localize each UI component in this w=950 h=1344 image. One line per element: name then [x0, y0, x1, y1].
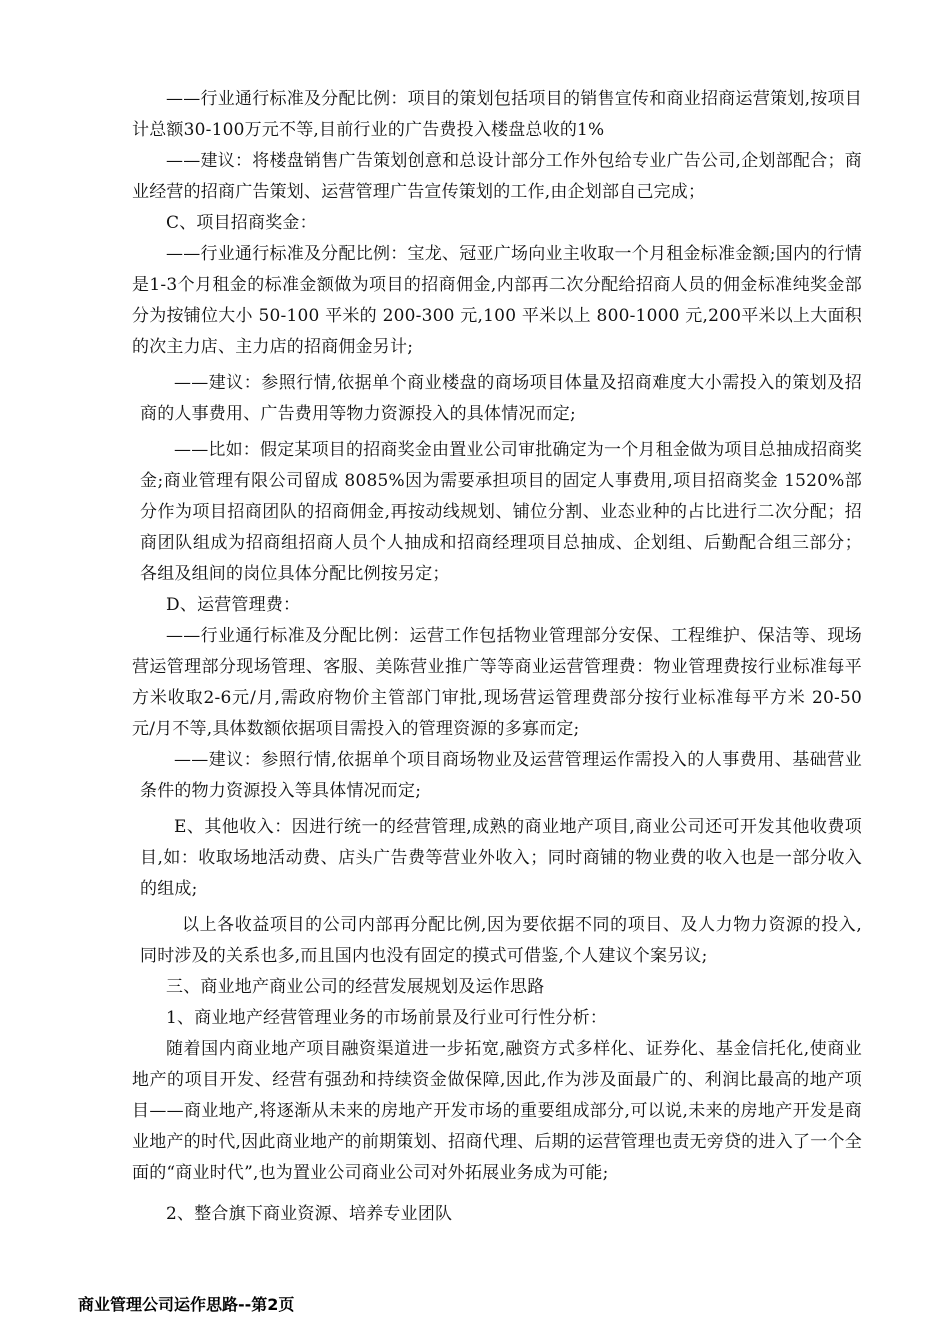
- page-footer: 商业管理公司运作思路--第2页: [78, 1295, 295, 1314]
- paragraph-market-analysis: 随着国内商业地产项目融资渠道进一步拓宽,融资方式多样化、证券化、基金信托化,使商业地产的项目开发、经营有强劲和持续资金做保障,因此,作为涉及面最广的、利润比最高的地产项目——商业地产,将逐渐从未来的房地产开发市场的重要组成部分,可以说,未来的房地产开发是商业地产的时代,因此商业地产的前期策划、招商代理、后期的运营管理也责无旁贷的进入了一个全面的“商业时代”,也为置业公司商业公司对外拓展业务成为可能;: [132, 1039, 862, 1183]
- paragraph-other-income: E、其他收入：因进行统一的经营管理,成熟的商业地产项目,商业公司还可开发其他收费项目,如：收取场地活动费、店头广告费等营业外收入；同时商铺的物业费的收入也是一部分收入的组成;: [140, 817, 862, 899]
- section-heading-d: D、运营管理费：: [166, 595, 301, 615]
- subheading-integrate-resources: 2、整合旗下商业资源、培养专业团队: [166, 1204, 453, 1224]
- paragraph-marketing-suggestion: ——建议：将楼盘销售广告策划创意和总设计部分工作外包给专业广告公司,企划部配合；商业经营的招商广告策划、运营管理广告宣传策划的工作,由企划部自己完成；: [132, 151, 862, 202]
- subheading-market-analysis: 1、商业地产经营管理业务的市场前景及行业可行性分析：: [166, 1008, 608, 1028]
- paragraph-bonus-suggestion: ——建议：参照行情,依据单个商业楼盘的商场项目体量及招商难度大小需投入的策划及招商的人事费用、广告费用等物力资源投入的具体情况而定;: [140, 373, 862, 424]
- paragraph-profit-distribution: 以上各收益项目的公司内部再分配比例,因为要依据不同的项目、及人力物力资源的投入,同时涉及的关系也多,而且国内也没有固定的摸式可借鉴,个人建议个案另议;: [140, 915, 862, 966]
- section-heading-c: C、项目招商奖金：: [166, 213, 317, 233]
- document-body: [132, 84, 862, 1230]
- paragraph-bonus-standard: ——行业通行标准及分配比例：宝龙、冠亚广场向业主收取一个月租金标准金额;国内的行情是1-3个月租金的标准金额做为项目的招商佣金,内部再二次分配给招商人员的佣金标准纯奖金部分为按铺位大小 50-100 平米的 200-300 元,100 平米以上 800-1000 元,200平米以上大面积的次主力店、主力店的招商佣金另计;: [132, 244, 862, 357]
- paragraph-marketing-standard: ——行业通行标准及分配比例：项目的策划包括项目的销售宣传和商业招商运营策划,按项目计总额30-100万元不等,目前行业的广告费投入楼盘总收的1%: [132, 89, 862, 140]
- chapter-heading-three: 三、商业地产商业公司的经营发展规划及运作思路: [166, 977, 545, 997]
- paragraph-operation-standard: ——行业通行标准及分配比例：运营工作包括物业管理部分安保、工程维护、保洁等、现场营运管理部分现场管理、客服、美陈营业推广等等商业运营管理费：物业管理费按行业标准每平方米收取2-6元/月,需政府物价主管部门审批,现场营运管理费部分按行业标准每平方米 20-50 元/月不等,具体数额依据项目需投入的管理资源的多寡而定;: [132, 626, 862, 739]
- paragraph-operation-suggestion: ——建议：参照行情,依据单个项目商场物业及运营管理运作需投入的人事费用、基础营业条件的物力资源投入等具体情况而定;: [140, 750, 862, 801]
- paragraph-bonus-example: ——比如：假定某项目的招商奖金由置业公司审批确定为一个月租金做为项目总抽成招商奖金;商业管理有限公司留成 8085%因为需要承担项目的固定人事费用,项目招商奖金 1520%部分作为项目招商团队的招商佣金,再按动线规划、铺位分割、业态业种的占比进行二次分配；招商团队组成为招商组招商人员个人抽成和招商经理项目总抽成、企划组、后勤配合组三部分；各组及组间的岗位具体分配比例按另定；: [140, 440, 862, 584]
